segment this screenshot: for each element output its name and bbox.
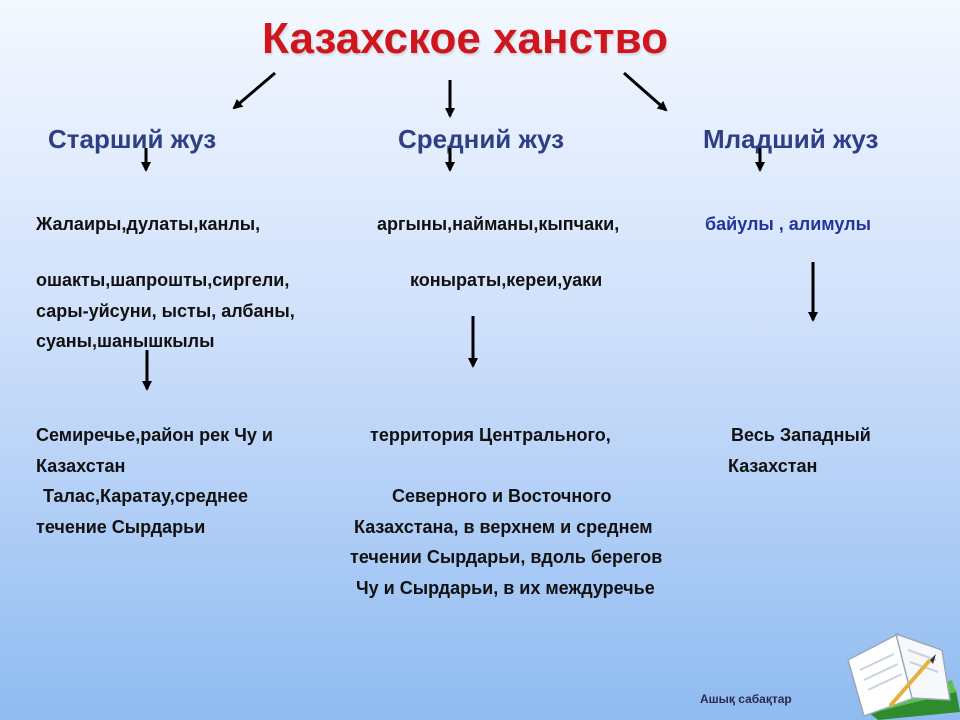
middle-tribes-line: коныраты,кереи,уаки (410, 270, 603, 290)
middle-zhuz-heading: Средний жуз (398, 124, 564, 154)
logo-text: Ашық сабақтар (700, 692, 792, 706)
junior-territory-line: Казахстан (728, 456, 818, 476)
senior-tribes-line: сары-уйсуни, ысты, албаны, (36, 301, 295, 321)
slide-title: Казахское ханство (262, 14, 668, 63)
senior-tribes-line: ошакты,шапрошты,сиргели, (36, 270, 290, 290)
junior-zhuz-heading: Младший жуз (703, 124, 879, 154)
senior-territory-line: Семиречье,район рек Чу и (36, 425, 273, 445)
senior-tribes-line: Жалаиры,дулаты,канлы, (36, 214, 261, 234)
senior-territory-line: Талас,Каратау,среднее (43, 486, 249, 506)
senior-zhuz-heading: Старший жуз (48, 124, 217, 154)
middle-territory-line: территория Центрального, (370, 425, 611, 445)
senior-territory-line: течение Сырдарьи (36, 517, 206, 537)
junior-tribes-line: байулы , алимулы (705, 214, 871, 234)
middle-territory-line: Северного и Восточного (392, 486, 612, 506)
book-icon (838, 620, 960, 720)
middle-territory-line: течении Сырдарьи, вдоль берегов (350, 547, 663, 567)
middle-territory-line: Чу и Сырдарьи, в их междуречье (356, 578, 655, 598)
arrow-to-senior-zhuz (234, 73, 275, 108)
arrow-to-junior-zhuz (624, 73, 666, 110)
middle-territory-line: Казахстана, в верхнем и среднем (354, 517, 653, 537)
junior-territory-line: Весь Западный (731, 425, 871, 445)
senior-tribes-line: суаны,шанышкылы (36, 331, 215, 351)
middle-tribes-line: аргыны,найманы,кыпчаки, (377, 214, 620, 234)
senior-territory-line: Казахстан (36, 456, 126, 476)
